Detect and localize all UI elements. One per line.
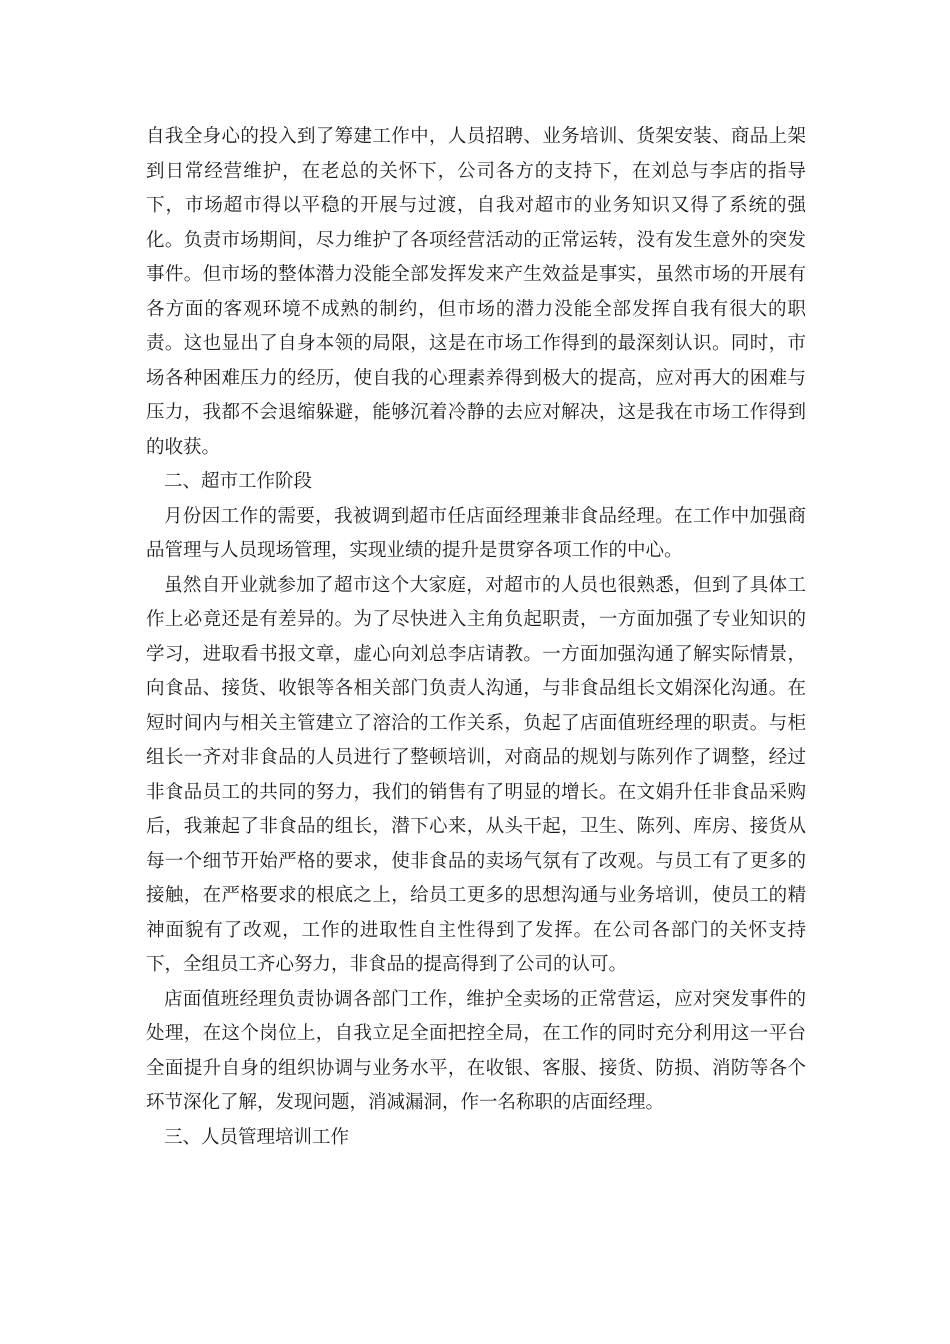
paragraph-duty-manager: 店面值班经理负责协调各部门工作，维护全卖场的正常营运，应对突发事件的处理，在这个岗位上，自我立足全面把控全局，在工作的同时充分利用这一平台全面提升自身的组织协调与业务水平，在收银、客服、接货、防损、消防等各个环节深化了解，发现问题，消减漏洞，作一名称职的店面经理。 <box>146 988 806 1113</box>
document-body <box>146 120 806 1155</box>
paragraph-market-experience: 自我全身心的投入到了筹建工作中，人员招聘、业务培训、货架安装、商品上架到日常经营维护，在老总的关怀下，公司各方的支持下，在刘总与李店的指导下，市场超市得以平稳的开展与过渡，自我对超市的业务知识又得了系统的强化。负责市场期间，尽力维护了各项经营活动的正常运转，没有发生意外的突发事件。但市场的整体潜力没能全部发挥发来产生效益是事实，虽然市场的开展有各方面的客观环境不成熟的制约，但市场的潜力没能全部发挥自我有很大的职责。这也显出了自身本领的局限，这是在市场工作得到的最深刻认识。同时，市场各种困难压力的经历，使自我的心理素养得到极大的提高，应对再大的困难与压力，我都不会退缩躲避，能够沉着冷静的去应对解决，这是我在市场工作得到的收获。 <box>146 126 806 458</box>
paragraph-non-food-management: 虽然自开业就参加了超市这个大家庭，对超市的人员也很熟悉，但到了具体工作上必竟还是有差异的。为了尽快进入主角负起职责，一方面加强了专业知识的学习，进取看书报文章，虚心向刘总李店请教。一方面加强沟通了解实际情景，向食品、接货、收银等各相关部门负责人沟通，与非食品组长文娟深化沟通。在短时间内与相关主管建立了溶洽的工作关系，负起了店面值班经理的职责。与柜组长一齐对非食品的人员进行了整顿培训，对商品的规划与陈列作了调整，经过非食品员工的共同的努力，我们的销售有了明显的增长。在文娟升任非食品采购后，我兼起了非食品的组长，潜下心来，从头干起，卫生、陈列、库房、接货从每一个细节开始严格的要求，使非食品的卖场气氛有了改观。与员工有了更多的接触，在严格要求的根底之上，给员工更多的思想沟通与业务培训，使员工的精神面貌有了改观，工作的进取性自主性得到了发挥。在公司各部门的关怀支持下，全组员工齐心努力，非食品的提高得到了公司的认可。 <box>146 574 806 975</box>
section-heading-staff-training: 三、人员管理培训工作 <box>164 1126 350 1148</box>
section-heading-supermarket-stage: 二、超市工作阶段 <box>164 471 313 492</box>
paragraph-transfer: 月份因工作的需要，我被调到超市任店面经理兼非食品经理。在工作中加强商品管理与人员现场管理，实现业绩的提升是贯穿各项工作的中心。 <box>146 505 806 561</box>
